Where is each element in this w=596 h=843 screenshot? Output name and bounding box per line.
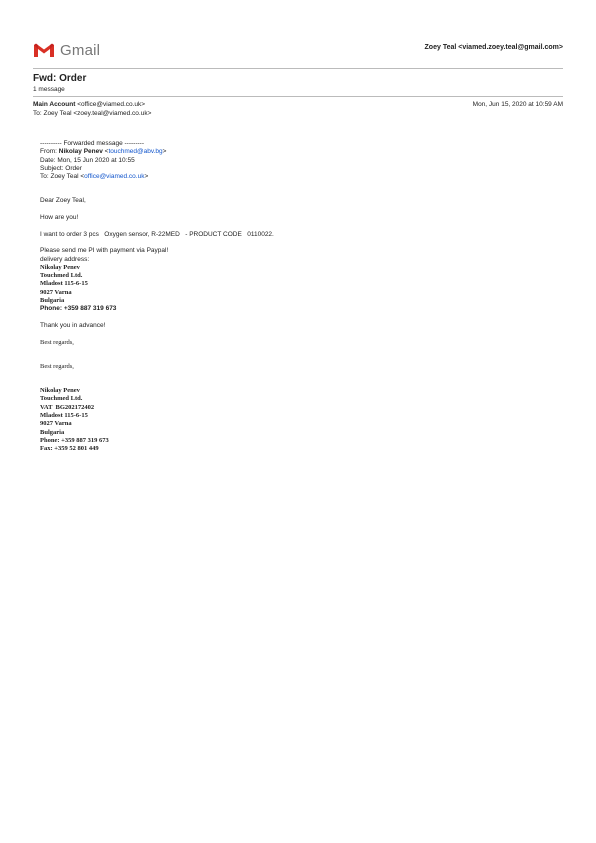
signature-line: Nikolay Penev [40, 387, 80, 395]
forward-from-name: Nikolay Penev [58, 148, 103, 156]
order-line: I want to order 3 pcs Oxygen sensor, R-22MED - PRODUCT CODE 0110022. [40, 230, 274, 238]
thread-subject: Fwd: Order [33, 73, 87, 84]
sender-email: <office@viamed.co.uk> [77, 101, 146, 108]
address-line: 9027 Varna [40, 288, 72, 296]
forward-to-email-link[interactable]: office@viamed.co.uk [84, 173, 145, 181]
address-line: Bulgaria [40, 297, 65, 305]
gmail-logo[interactable] [33, 39, 100, 61]
signature-line: 9027 Varna [40, 420, 72, 428]
message-recipient: To: Zoey Teal <zoey.teal@viamed.co.uk> [33, 110, 152, 117]
message-sender [33, 101, 145, 108]
thanks-line: Thank you in advance! [40, 321, 106, 329]
regards-line: Best regards, [40, 338, 74, 346]
forward-date: Date: Mon, 15 Jun 2020 at 10:55 [40, 156, 135, 164]
forward-from-email-link[interactable]: touchmed@abv.bg [108, 148, 163, 156]
sender-name: Main Account [33, 101, 76, 108]
forward-subject: Subject: Order [40, 164, 82, 172]
address-line: Nikolay Penev [40, 263, 80, 271]
gmail-m-icon [33, 42, 55, 58]
delivery-label: delivery address: [40, 255, 90, 263]
signature-line: Mladost 115-6-15 [40, 412, 88, 420]
account-label: Zoey Teal <viamed.zoey.teal@gmail.com> [424, 44, 563, 51]
header-divider [33, 68, 563, 69]
gmail-wordmark: Gmail [60, 41, 101, 59]
forward-separator: ---------- Forwarded message --------- [40, 140, 144, 147]
address-line: Mladost 115-6-15 [40, 280, 88, 288]
payment-line: Please send me PI with payment via Paypal! [40, 247, 169, 255]
forward-from: From: Nikolay Penev <touchmed@abv.bg> [40, 148, 167, 156]
greeting: Dear Zoey Teal, [40, 197, 86, 205]
signature-line: VAT BG202172402 [40, 403, 95, 411]
address-phone: Phone: +359 887 319 673 [40, 305, 117, 313]
message-date: Mon, Jun 15, 2020 at 10:59 AM [472, 101, 563, 108]
regards-line: Best regards, [40, 362, 74, 370]
subject-divider [33, 96, 563, 97]
forward-to: To: Zoey Teal <office@viamed.co.uk> [40, 173, 149, 181]
signature-line: Bulgaria [40, 428, 65, 436]
signature-line: Fax: +359 52 801 449 [40, 445, 99, 453]
signature-line: Phone: +359 887 319 673 [40, 436, 109, 444]
signature-line: Touchmed Ltd. [40, 395, 83, 403]
message-count: 1 message [33, 86, 65, 93]
message-body [40, 140, 520, 454]
top-bar [33, 39, 563, 61]
address-line: Touchmed Ltd. [40, 272, 83, 280]
how-are-you: How are you! [40, 214, 79, 222]
